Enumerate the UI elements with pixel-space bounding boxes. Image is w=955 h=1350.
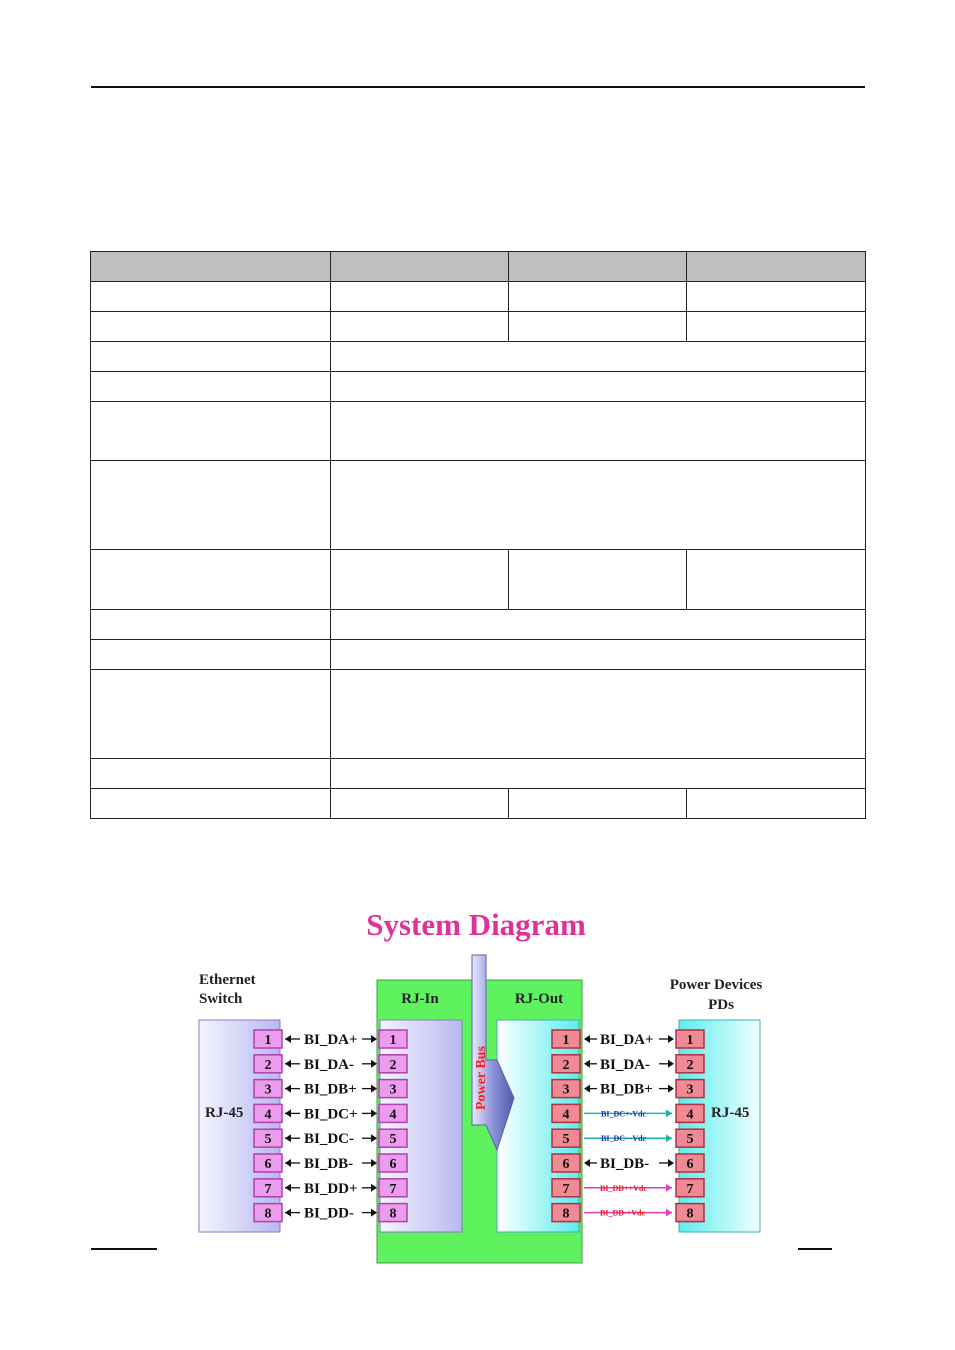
right-signal-2-arrow-right	[668, 1060, 674, 1068]
rj-out-pin-2-number: 2	[562, 1057, 570, 1073]
right-pin-1-number: 1	[686, 1033, 694, 1048]
rj-out-pin-7-number: 7	[562, 1181, 570, 1197]
rj-out-label: RJ-Out	[514, 991, 564, 1007]
rj-in-box	[380, 1020, 462, 1232]
switch-box	[199, 1020, 280, 1232]
left-signal-2-arrow-right	[371, 1060, 377, 1068]
right-pin-2-number: 2	[686, 1057, 694, 1073]
rj-in-pin-3-number: 3	[389, 1082, 397, 1098]
left-signal-2-label: BI_DA-	[304, 1056, 355, 1073]
right-pin-3-number: 3	[686, 1082, 694, 1098]
right-pin-5-number: 5	[686, 1132, 694, 1148]
left-signal-8-label: BI_DD-	[304, 1205, 355, 1222]
left-device-label-line1: Ethernet	[199, 972, 256, 988]
right-pin-8-number: 8	[686, 1206, 694, 1222]
right-signal-7-arrow-right	[666, 1184, 672, 1192]
left-signal-6-label: BI_DB-	[304, 1156, 354, 1172]
left-signal-4-arrow-left	[285, 1109, 291, 1117]
left-signal-4-arrow-right	[371, 1109, 377, 1117]
rj-in-pin-7-number: 7	[389, 1181, 397, 1197]
left-pin-2-number: 2	[264, 1057, 272, 1073]
left-signal-7-label: BI_DD+	[304, 1180, 358, 1197]
diagram-title: System Diagram	[366, 907, 586, 942]
left-port-label: RJ-45	[205, 1105, 244, 1121]
left-signal-3-label: BI_DB+	[304, 1081, 357, 1098]
right-signal-6-arrow-left	[584, 1159, 590, 1167]
left-pin-8-number: 8	[264, 1206, 272, 1222]
right-signal-6-arrow-right	[668, 1159, 674, 1167]
rj-out-pin-1-number: 1	[562, 1033, 570, 1048]
left-pin-7-number: 7	[264, 1181, 272, 1197]
power-bus-label: Power Bus	[474, 1046, 489, 1110]
rj-in-pin-5-number: 5	[389, 1132, 397, 1148]
left-pin-1-number: 1	[264, 1033, 272, 1048]
rj-out-pin-3-number: 3	[562, 1082, 570, 1098]
right-signal-5-arrow-right	[666, 1134, 672, 1142]
right-device-label-line2: PDs	[708, 997, 734, 1013]
left-signal-1-label: BI_DA+	[304, 1032, 358, 1048]
right-device-label-line1: Power Devices	[669, 977, 763, 993]
rj-in-pin-2-number: 2	[389, 1057, 397, 1073]
right-signal-8-arrow-right	[666, 1209, 672, 1217]
right-signal-6-label: BI_DB-	[600, 1156, 650, 1172]
pd-box	[679, 1020, 760, 1232]
left-pin-4-number: 4	[264, 1107, 272, 1123]
rj-in-pin-6-number: 6	[389, 1157, 397, 1172]
left-pin-3-number: 3	[264, 1082, 272, 1098]
footer-rule-left	[91, 1248, 157, 1250]
left-pin-5-number: 5	[264, 1132, 272, 1148]
right-signal-8-label: BI_DD-+Vdc	[600, 1208, 646, 1218]
right-pin-6-number: 6	[686, 1157, 694, 1172]
right-signal-3-arrow-left	[584, 1085, 590, 1093]
left-signal-8-arrow-left	[285, 1209, 291, 1217]
right-signal-3-label: BI_DB+	[600, 1081, 653, 1098]
rj-in-pin-8-number: 8	[389, 1206, 397, 1222]
right-signal-1-label: BI_DA+	[600, 1032, 654, 1048]
right-signal-2-label: BI_DA-	[600, 1056, 651, 1073]
left-pin-6-number: 6	[264, 1157, 272, 1172]
left-signal-5-arrow-left	[285, 1134, 291, 1142]
footer-rule-right	[798, 1248, 832, 1250]
rj-out-pin-8-number: 8	[562, 1206, 570, 1222]
rj-out-pin-4-number: 4	[562, 1107, 570, 1123]
left-signal-3-arrow-left	[285, 1085, 291, 1093]
left-signal-6-arrow-right	[371, 1159, 377, 1167]
left-signal-1-arrow-right	[371, 1035, 377, 1043]
right-signal-2-arrow-left	[584, 1060, 590, 1068]
right-signal-1-arrow-left	[584, 1035, 590, 1043]
right-pin-4-number: 4	[686, 1107, 694, 1123]
rj-out-box	[497, 1020, 579, 1232]
rj-in-pin-4-number: 4	[389, 1107, 397, 1123]
right-signal-7-label: BI_DD++Vdc	[600, 1183, 647, 1193]
left-signal-4-label: BI_DC+	[304, 1106, 358, 1123]
rj-in-label: RJ-In	[401, 991, 439, 1007]
left-signal-8-arrow-right	[371, 1209, 377, 1217]
left-signal-2-arrow-left	[285, 1060, 291, 1068]
rj-out-pin-6-number: 6	[562, 1157, 570, 1172]
left-signal-5-arrow-right	[371, 1134, 377, 1142]
right-pin-7-number: 7	[686, 1181, 694, 1197]
left-signal-6-arrow-left	[285, 1159, 291, 1167]
left-signal-1-arrow-left	[285, 1035, 291, 1043]
rj-in-pin-1-number: 1	[389, 1033, 397, 1048]
right-signal-1-arrow-right	[668, 1035, 674, 1043]
left-signal-3-arrow-right	[371, 1085, 377, 1093]
right-signal-5-label: BI_DC- -Vdc	[601, 1134, 647, 1144]
left-signal-7-arrow-left	[285, 1184, 291, 1192]
right-signal-3-arrow-right	[668, 1085, 674, 1093]
right-signal-4-label: BI_DC+-Vdc	[601, 1109, 647, 1119]
left-signal-5-label: BI_DC-	[304, 1131, 355, 1148]
rj-out-pin-5-number: 5	[562, 1132, 570, 1148]
right-port-label: RJ-45	[711, 1105, 750, 1121]
left-signal-7-arrow-right	[371, 1184, 377, 1192]
left-device-label-line2: Switch	[199, 991, 243, 1007]
right-signal-4-arrow-right	[666, 1109, 672, 1117]
